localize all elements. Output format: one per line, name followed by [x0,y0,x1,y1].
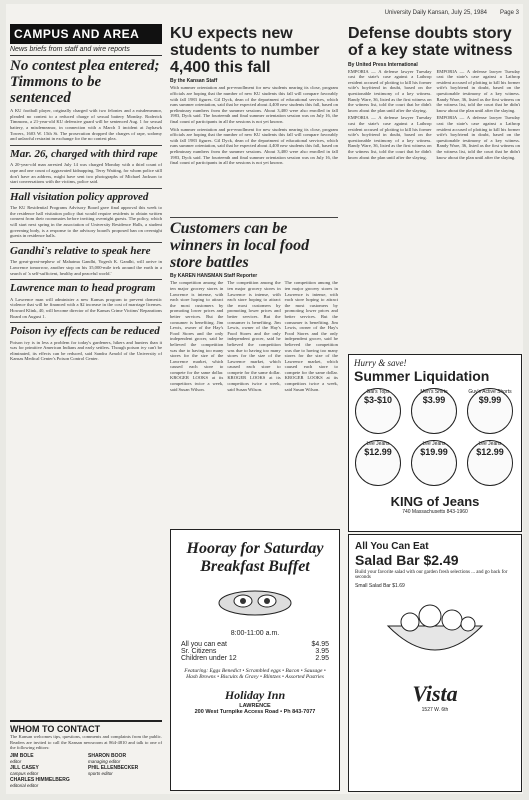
defense-story [348,24,520,162]
salad-bowl-illustration [349,596,521,671]
brief-headline: Hall visitation policy approved [10,190,149,203]
defense-body-columns [348,69,520,163]
tag-label: Men's Shirts [420,389,448,395]
divider [10,279,162,280]
price-tag [411,440,457,486]
price-value: $4.95 [311,641,329,649]
ku-story [170,24,338,168]
campus-subbanner: News briefs from staff and wire reports [10,44,162,56]
customers-body: The competition among the ten major grocery stores in Lawrence is intense, with each store hoping to attract the most customers by promoting lower prices and better services. But the consumer is benefiting. Jim Lewis, owner of the Hay's Food Stores and the only independent grocer, said he believed the competition was due to having too many stores for the size of the Lawrence market, which caused each store to compete for the same dollar. KROGER LOOKS at its competitors twice a week, said Susan Wilson. [227,280,281,392]
ku-story-body: With summer orientation and pre-enrollment for new students nearing its close, program officials are hoping that the number of new KU students this fall will compare favorably with fall 1983 figures. Gil Dyck, dean of the department of educational services, which runs summer orientation, said that he expected about 4,400 new students this fall, based on preliminary numbers from the summer sessions. About 3,400 were also enrolled in fall 1983, Dyck said. The fourteenth and final summer orientation session was on July 16, the final count of participants in all the sessions is not yet known. [170,126,338,166]
brief-body: A Lawrence man will administer a new Kansas program to prevent domestic violence that will be financed with a $2 increase in the cost of marriage licenses. Howard Klink, 40, will become director of the Kansas Crime Victims' Reparations Board on August 1. [10,296,162,319]
whom-title: WHOM TO CONTACT [10,720,162,734]
tag-price: $3.99 [422,395,446,405]
campus-column [10,24,162,788]
whom-intro: The Kansan welcomes tips, questions, comments and complaints from the public. Readers are invited to call the Kansan newsroom at 864-4810 and talk to one of the following editors: [10,734,162,751]
customers-byline: By KAREN HANSMAN Staff Reporter [170,273,258,280]
staff-role: campus editor [10,771,39,776]
customers-story [170,214,338,394]
newspaper-page [6,4,523,794]
price-tag [467,440,513,486]
price-label: All you can eat [181,641,227,649]
staff-entry [10,777,84,788]
page-header [8,10,521,20]
brief-body: The great-great-nephew of Mahatma Gandhi, Yogesh K. Gandhi, will arrive in Lawrence tomorrow, another stop on his 35,000-mile trek around the earth in a search of 'a self-sufficient, healthy and peaceful world.' [10,259,162,276]
staff-role: editorial editor [10,783,39,788]
defense-byline: By United Press International [348,61,418,68]
salad-description: Build your favorite salad with our garden fresh selections ... and go back for seconds [355,570,508,580]
tag-label: Lee Jeans [366,441,390,447]
king-of-jeans-address: 740 Massachusetts 843-1960 [402,509,468,515]
brief-headline: Lawrence man to head program [10,282,156,295]
price-row [181,648,329,655]
tag-price: $19.99 [420,447,448,457]
buffet-featuring: Featuring: Eggs Benedict • Scrambled eggs • Bacon • Sausage • Hash Browns • Biscuits & Gravy • Blintzes • Assorted Pastries [184,668,326,681]
price-value: 2.95 [315,655,329,663]
holiday-inn-city: LAWRENCE [239,703,271,710]
customers-headline: Customers can be winners in local food store battles [170,220,310,271]
tag-price: $12.99 [476,447,504,457]
breakfast-buffet-ad [170,529,340,791]
divider [10,322,162,323]
tag-label: Lee Jeans [478,441,502,447]
brief-headline: Poison ivy effects can be reduced [10,325,160,338]
divider [10,242,162,243]
brief-body: The KU Residential Programs Advisory Board gave final approval this week to the residence hall visitation policy that would require residents to obtain written consent from their roommates before inviting overnight guests. The policy, which will start next spring in the association of University Residence Halls, a student governing body, is a response to the advisory board's proposed ban on overnight guests in residence halls. [10,205,162,239]
defense-headline: Defense doubts story of a key state witness [348,25,513,59]
defense-body: EMPORIA — A defense lawyer Tuesday cast the state's case against a Lathrop resident accused of plotting to kill his former wife's boyfriend in doubt, based on the questionable testimony of a key witness. Randy Ware, 36, listed as the first witness on the witness list, told the court that he didn't know about the plan until after the slaying. [348,68,432,113]
staff-role: editor [10,759,22,764]
ku-story-byline: By the Kansan Staff [170,78,218,85]
staff-entry [10,765,84,776]
price-label: Children under 12 [181,655,237,663]
customers-body: The competition among the ten major grocery stores in Lawrence is intense, with each store hoping to attract the most customers by promoting lower prices and better services. But the consumer is benefiting. Jim Lewis, owner of the Hay's Food Stores and the only independent grocer, said he believed the competition was due to having too many stores for the size of the Lawrence market, which caused each store to compete for the same dollar. KROGER LOOKS at its competitors twice a week, said Susan Wilson. [170,280,224,392]
vista-address: 1527 W. 6th [421,707,449,713]
salad-line2: Salad Bar $2.49 [355,552,459,568]
salad-bar-ad [348,534,522,792]
customers-body: The competition among the ten major grocery stores in Lawrence is intense, with each store hoping to attract the most customers by promoting lower prices and better services. But the consumer is benefiting. Jim Lewis, owner of the Hay's Food Stores and the only independent grocer, said he believed the competition was due to having too many stores for the size of the Lawrence market, which caused each store to compete for the same dollar. KROGER LOOKS at its competitors twice a week, said Susan Wilson. [284,280,338,392]
staff-list [10,753,162,788]
divider [10,145,162,146]
defense-body: EMPORIA — A defense lawyer Tuesday cast the state's case against a Lathrop resident accused of plotting to kill his former wife's boyfriend in doubt, based on the questionable testimony of a key witness. Randy Ware, 36, listed as the first witness on the witness list, told the court that he didn't know about the plan until after the slaying. [348,115,432,160]
summer-liquidation-ad [348,354,522,532]
staff-role: managing editor [88,759,121,764]
ku-story-body: With summer orientation and pre-enrollment for new students nearing its close, program officials are hoping that the number of new KU students this fall will compare favorably with fall 1983 figures. Gil Dyck, dean of the department of educational services, which runs summer orientation, said that he expected about 4,400 new students this fall, based on preliminary numbers from the summer sessions. About 3,400 were also enrolled in fall 1983, Dyck said. The fourteenth and final summer orientation session was on July 16, the final count of participants in all the sessions is not yet known. [170,85,338,124]
price-label: Sr. Citizens [181,648,217,656]
buffet-hours: 8:00-11:00 a.m. [230,630,280,638]
whom-to-contact [10,720,162,788]
tag-label: Lee Jeans [422,441,446,447]
divider [170,217,338,218]
vista-logo: Vista [412,681,458,706]
holiday-inn-address: 200 West Turnpike Access Road • Ph 843-7077 [194,709,316,716]
price-tag [411,388,457,434]
staff-entry [88,765,162,776]
divider [10,188,162,189]
brief-headline: Mar. 26, charged with third rape [10,147,158,160]
price-tags [349,384,521,494]
customers-body-columns [170,280,338,394]
price-row [181,655,329,662]
brief-headline: No contest plea entered; Timmons to be sentenced [10,58,160,106]
tag-price: $9.99 [478,395,502,405]
holiday-inn-logo: Holiday Inn [224,688,286,703]
hurry-text: Hurry & save! [354,358,407,368]
staff-name: PHIL ELLENBECKER [88,765,139,771]
staff-name: CHARLES HIMMELBERG [10,777,70,783]
paper-dateline: University Daily Kansan, July 25, 1984 [384,10,487,16]
brief-body: A KU football player, originally charged with two felonies and a misdemeanor, pleaded no contest to a reduced charge of sexual battery Monday. Roderick Timmons, a 21-year-old KU defensive guard will be sentenced Aug. 1 for sexual battery, a misdemeanor, in connection with a March 3 incident at Jayhawk Towers, 1603 W. 15th St. The prosecution dropped the charges of rape, sodomy and unlawful restraint in exchange for the no contest plea. [10,108,162,142]
price-tag [355,388,401,434]
tag-label: Guy's Active Shorts [468,389,512,395]
page-number: Page 3 [499,10,519,16]
staff-name: JIM BOLE [10,753,34,759]
defense-body: EMPORIA — A defense lawyer Tuesday cast the state's case against a Lathrop resident accused of plotting to kill his former wife's boyfriend in doubt, based on the questionable testimony of a key witness. Randy Ware, 36, listed as the first witness on the witness list, told the court that he didn't know about the plan until after the slaying. [436,115,520,160]
price-value: 3.95 [315,648,329,656]
staff-name: JILL CASEY [10,765,39,771]
buffet-prices [171,637,339,666]
staff-role: sports editor [88,771,113,776]
brief-body: A 20-year-old man arrested July 14 was charged Monday with a third count of rape and one count of aggravated kidnapping. Terry Waiting, for whom police still don't have an address, might have sent two photographs of Michael Jackson to start conversations with the victims, police said. [10,162,162,185]
brief-body: Poison ivy is in less a problem for today's gardeners, hikers and hunters than it was for primitive American Indians and early settlers. Though poison ivy can't be eliminated, its effects can be reduced, said Sandra Arnold of the University of Kansas Medical Center's Poison Control Center. [10,339,162,362]
staff-entry [10,753,84,764]
price-tag [355,440,401,486]
salad-line1: All You Can Eat [355,541,429,552]
tag-label: Gal's Tops [366,389,390,395]
tag-price: $3-$10 [363,395,393,405]
buffet-title: Hooray for Saturday Breakfast Buffet [186,540,324,575]
ku-story-headline: KU expects new students to number 4,400 this fall [170,25,320,76]
price-row [181,641,329,648]
campus-banner: CAMPUS AND AREA [10,24,162,44]
tag-price: $12.99 [364,447,392,457]
defense-body: EMPORIA — A defense lawyer Tuesday cast the state's case against a Lathrop resident accused of plotting to kill his former wife's boyfriend in doubt, based on the questionable testimony of a key witness. Randy Ware, 36, listed as the first witness on the witness list, told the court that he didn't know about the plan until after the slaying. [436,68,520,113]
brief-headline: Gandhi's relative to speak here [10,244,151,257]
salad-note: Small Salad Bar $1.69 [355,583,405,589]
king-of-jeans-logo: KING of Jeans [390,494,480,509]
staff-entry [88,753,162,764]
summer-title: Summer Liquidation [354,368,490,384]
price-tag [467,388,513,434]
staff-name: SHARON BOOR [88,753,127,759]
eggs-illustration [171,583,339,622]
